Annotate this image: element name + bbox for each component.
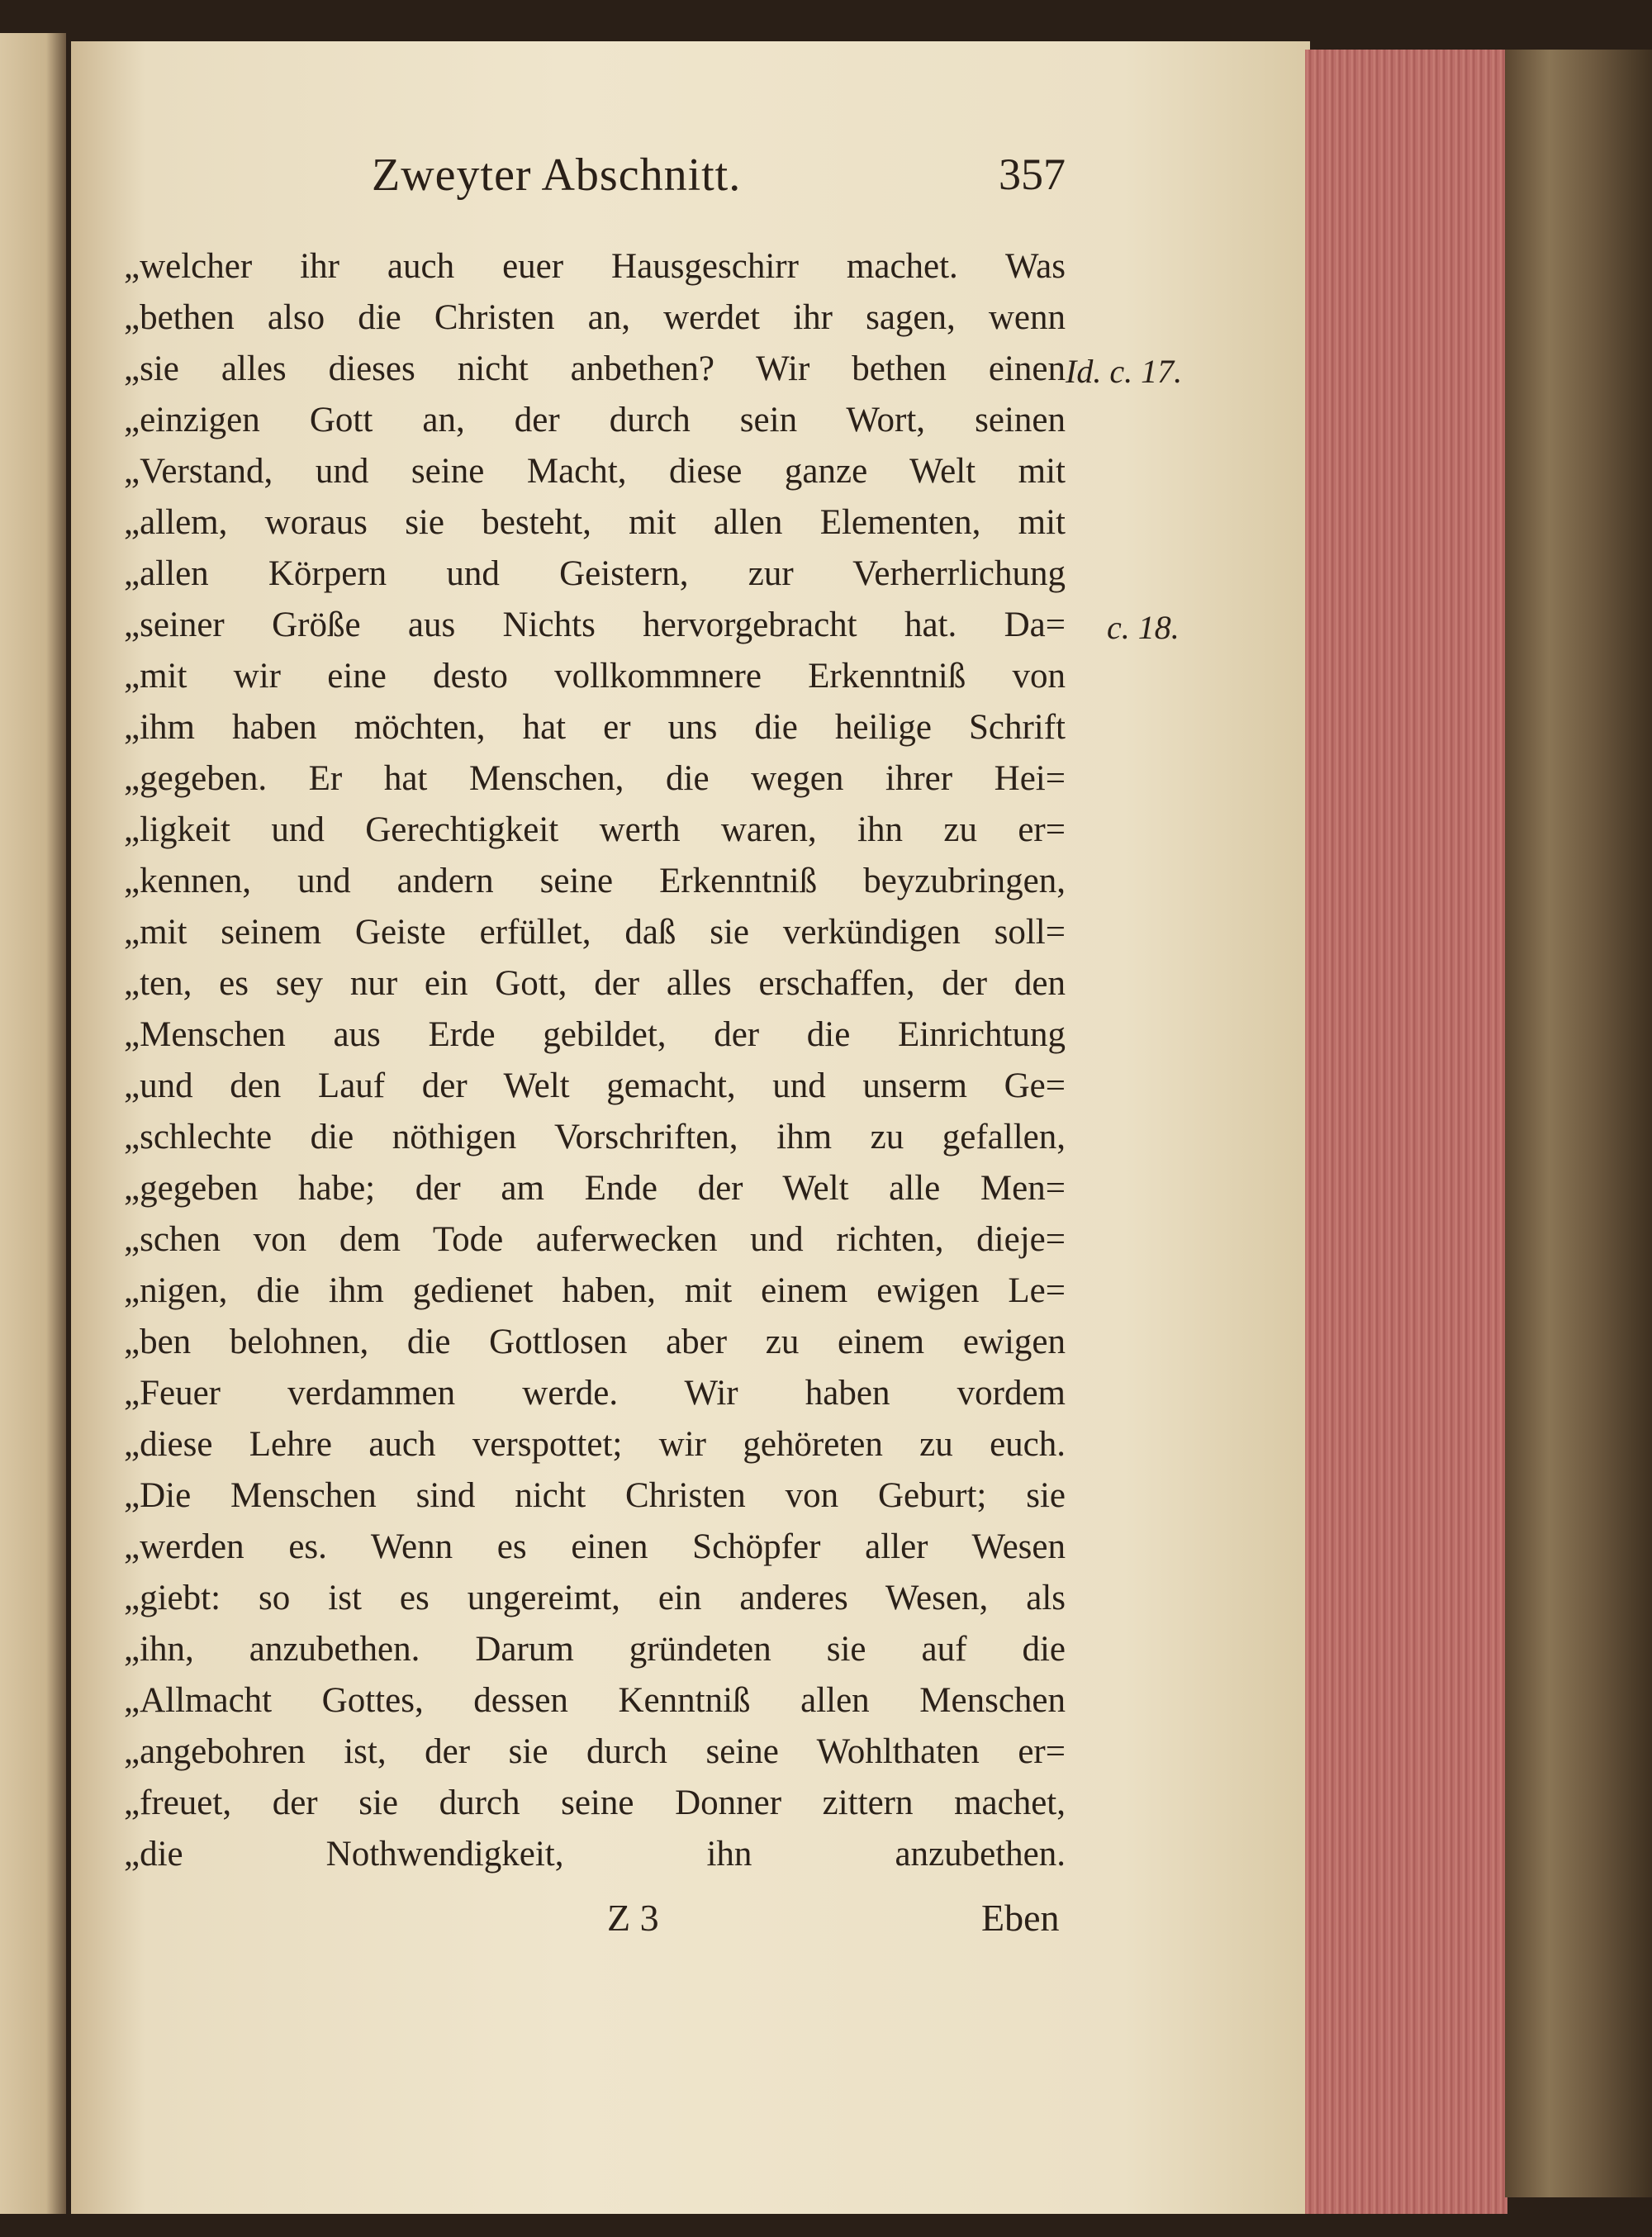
page-edges-red (1305, 50, 1507, 2214)
text-line: „seiner Größe aus Nichts hervorgebracht hat. Da= (124, 606, 1066, 644)
text-line: „kennen, und andern seine Erkenntniß beyzubringen, (124, 862, 1066, 900)
page-number: 357 (999, 150, 1066, 199)
text-line: „sie alles dieses nicht anbethen? Wir bethen einen (124, 349, 1066, 388)
signature-mark: Z 3 (607, 1897, 659, 1939)
text-line: „Allmacht Gottes, dessen Kenntniß allen Menschen (124, 1681, 1066, 1720)
text-line: „ihn, anzubethen. Darum gründeten sie auf die (124, 1630, 1066, 1669)
text-line: „nigen, die ihm gedienet haben, mit einem ewigen Le= (124, 1271, 1066, 1310)
margin-note: Id. c. 17. (1066, 353, 1183, 390)
text-line: „ligkeit und Gerechtigkeit werth waren, ihn zu er= (124, 810, 1066, 849)
text-line: „und den Lauf der Welt gemacht, und unserm Ge= (124, 1066, 1066, 1105)
facing-page-edge (0, 33, 66, 2214)
text-line: „Verstand, und seine Macht, diese ganze Welt mit (124, 452, 1066, 491)
text-line: „ihm haben möchten, hat er uns die heilige Schrift (124, 708, 1066, 747)
text-line: „ten, es sey nur ein Gott, der alles erschaffen, der den (124, 964, 1066, 1003)
text-line: „welcher ihr auch euer Hausgeschirr machet. Was (124, 247, 1066, 286)
text-line: „allem, woraus sie besteht, mit allen Elementen, mit (124, 503, 1066, 542)
text-line: „ben belohnen, die Gottlosen aber zu einem ewigen (124, 1323, 1066, 1361)
page-header (355, 149, 1066, 207)
text-line: „mit seinem Geiste erfüllet, daß sie verkündigen soll= (124, 913, 1066, 952)
text-line: „einzigen Gott an, der durch sein Wort, seinen (124, 401, 1066, 439)
text-line: „die Nothwendigkeit, ihn anzubethen. (124, 1835, 1066, 1874)
text-line: „diese Lehre auch verspottet; wir gehöreten zu euch. (124, 1425, 1066, 1464)
catchword: Eben (981, 1897, 1060, 1939)
text-line: „allen Körpern und Geistern, zur Verherrlichung (124, 554, 1066, 593)
text-line: „angebohren ist, der sie durch seine Wohlthaten er= (124, 1732, 1066, 1771)
text-line: „Die Menschen sind nicht Christen von Geburt; sie (124, 1476, 1066, 1515)
text-line: „schen von dem Tode auferwecken und richten, dieje= (124, 1220, 1066, 1259)
text-line: „mit wir eine desto vollkommnere Erkenntniß von (124, 657, 1066, 696)
text-line: „werden es. Wenn es einen Schöpfer aller Wesen (124, 1527, 1066, 1566)
text-line: „Feuer verdammen werde. Wir haben vordem (124, 1374, 1066, 1413)
text-line: „giebt: so ist es ungereimt, ein anderes Wesen, als (124, 1579, 1066, 1617)
text-line: „bethen also die Christen an, werdet ihr sagen, wenn (124, 298, 1066, 337)
text-line: „gegeben habe; der am Ende der Welt alle Men= (124, 1169, 1066, 1208)
running-head: Zweyter Abschnitt. (372, 150, 742, 201)
text-line: „freuet, der sie durch seine Donner zittern machet, (124, 1783, 1066, 1822)
text-line: „gegeben. Er hat Menschen, die wegen ihrer Hei= (124, 759, 1066, 798)
text-line: „Menschen aus Erde gebildet, der die Einrichtung (124, 1015, 1066, 1054)
body-text (124, 241, 1066, 1880)
text-line: „schlechte die nöthigen Vorschriften, ihm zu gefallen, (124, 1118, 1066, 1156)
book-cover (1505, 50, 1652, 2197)
margin-note: c. 18. (1107, 609, 1180, 646)
